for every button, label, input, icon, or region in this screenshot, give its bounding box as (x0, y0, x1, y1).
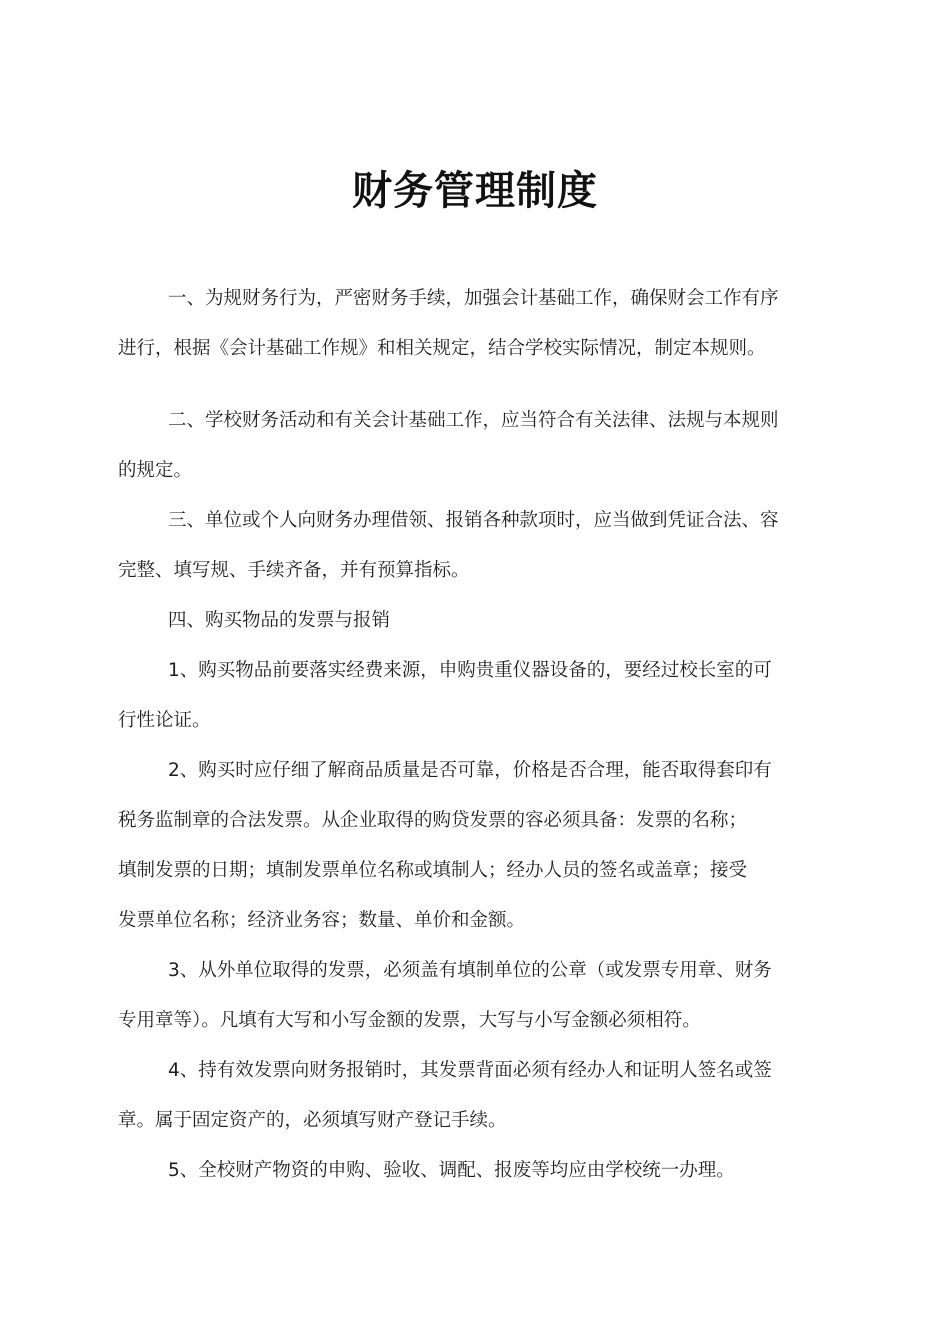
paragraph-6 (118, 746, 807, 946)
paragraph-7 (118, 946, 807, 1046)
paragraph-line: 进行，根据《会计基础工作规》和相关规定，结合学校实际情况，制定本规则。 (118, 338, 766, 359)
paragraph-line: 发票单位名称；经济业务容；数量、单价和金额。 (118, 910, 526, 931)
paragraph-line: 专用章等）。凡填有大写和小写金额的发票，大写与小写金额必须相符。 (118, 1010, 701, 1031)
paragraph-line: 填制发票的日期；填制发票单位名称或填制人；经办人员的签名或盖章；接受 (118, 860, 748, 881)
paragraph-line: 1、购买物品前要落实经费来源，申购贵重仪器设备的，要经过校长室的可 (168, 660, 772, 681)
document-body (118, 274, 807, 1196)
paragraph-2 (118, 396, 807, 496)
paragraph-line: 二、学校财务活动和有关会计基础工作，应当符合有关法律、法规与本规则 (168, 410, 779, 431)
paragraph-9 (143, 1146, 807, 1196)
paragraph-line: 完整、填写规、手续齐备，并有预算指标。 (118, 560, 470, 581)
paragraph-line: 行性论证。 (118, 710, 211, 731)
paragraph-3 (118, 496, 807, 596)
paragraph-line: 三、单位或个人向财务办理借领、报销各种款项时，应当做到凭证合法、容 (168, 510, 779, 531)
paragraph-1 (118, 274, 807, 374)
paragraph-4 (143, 596, 807, 646)
paragraph-line: 税务监制章的合法发票。从企业取得的购贷发票的容必须具备：发票的名称； (118, 810, 748, 831)
document-title: 财务管理制度 (352, 167, 598, 214)
paragraph-line: 一、为规财务行为，严密财务手续，加强会计基础工作，确保财会工作有序 (168, 288, 779, 309)
paragraph-line: 3、从外单位取得的发票，必须盖有填制单位的公章（或发票专用章、财务 (168, 960, 772, 981)
paragraph-line: 章。属于固定资产的，必须填写财产登记手续。 (118, 1110, 507, 1131)
paragraph-line: 5、全校财产物资的申购、验收、调配、报废等均应由学校统一办理。 (168, 1160, 735, 1181)
paragraph-line: 2、购买时应仔细了解商品质量是否可靠，价格是否合理，能否取得套印有 (168, 760, 772, 781)
paragraph-line: 四、购买物品的发票与报销 (168, 610, 391, 631)
paragraph-line: 4、持有效发票向财务报销时，其发票背面必须有经办人和证明人签名或签 (168, 1060, 772, 1081)
paragraph-8 (118, 1046, 807, 1146)
paragraph-5 (118, 646, 807, 746)
paragraph-line: 的规定。 (118, 460, 193, 481)
